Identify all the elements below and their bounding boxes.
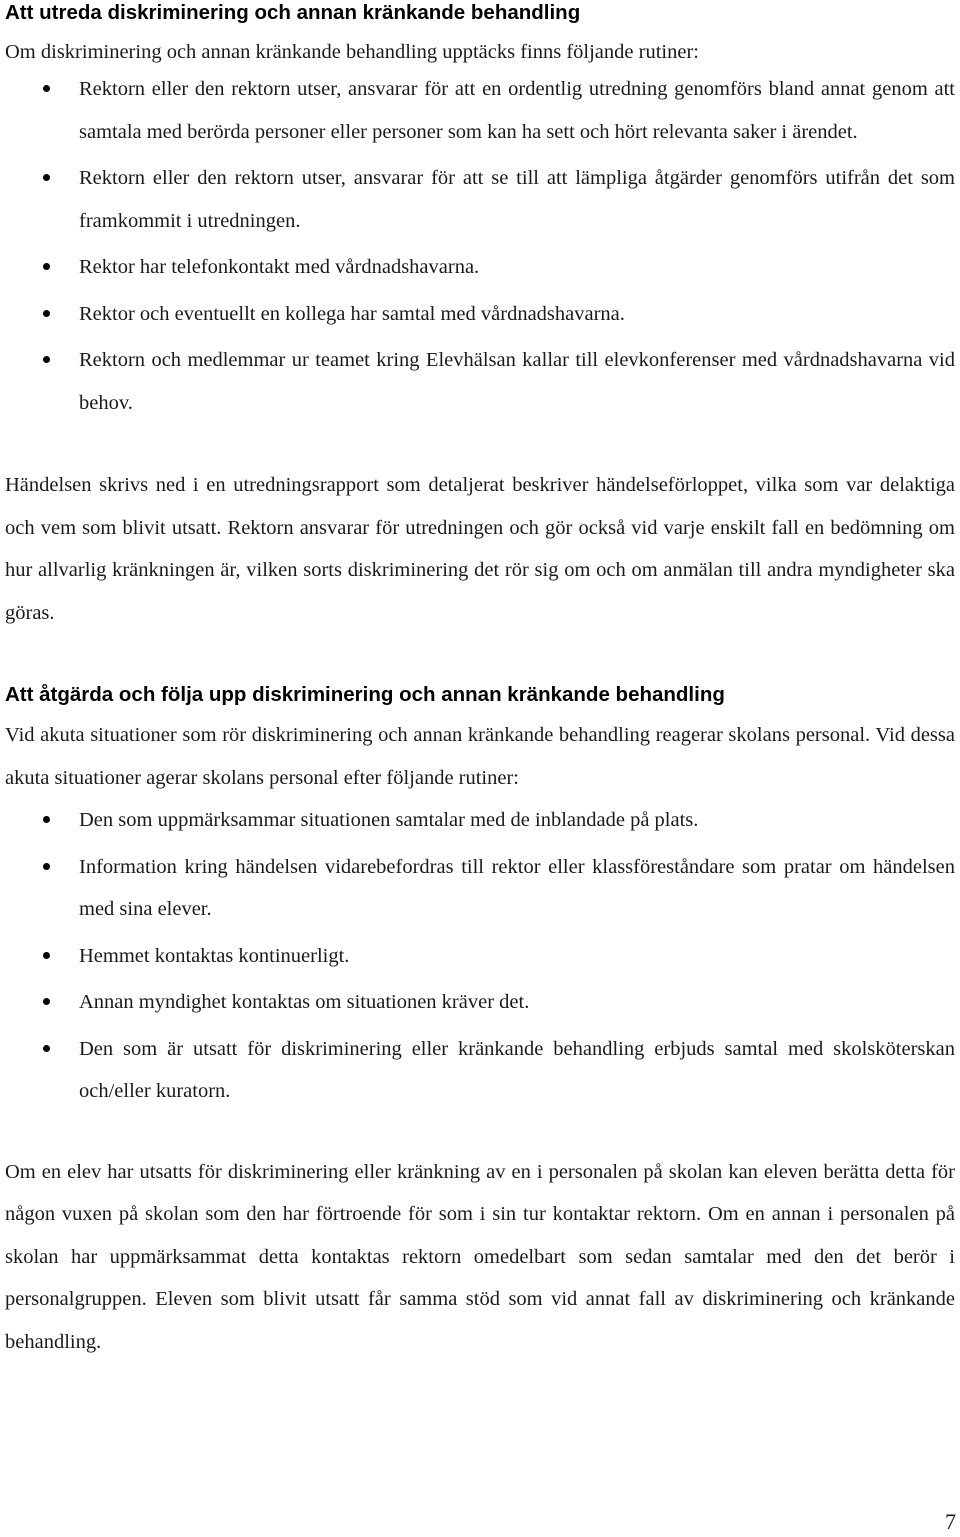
list-item: Hemmet kontaktas kontinuerligt.: [5, 935, 955, 978]
section-heading-followup: Att åtgärda och följa upp diskriminering och annan kränkande behandling: [5, 683, 725, 706]
bullet-icon: [43, 1045, 50, 1052]
routine-list-investigate: [5, 68, 955, 424]
body-paragraph-report: Händelsen skrivs ned i en utredningsrapport som detaljerat beskriver händelseförloppet, vilka som var delaktiga och vem som blivit utsatt. Rektorn ansvarar för utredningen och gör också vid varje enskilt fall en bedömning om hur allvarlig kränkningen är, vilken sorts diskriminering det rör sig om och om anmälan till andra myndigheter ska göras.: [5, 474, 955, 624]
list-item: Rektorn eller den rektorn utser, ansvarar för att se till att lämpliga åtgärder genomförs utifrån det som framkommit i utredningen.: [5, 157, 955, 242]
list-item: Den som är utsatt för diskriminering eller kränkande behandling erbjuds samtal med skolsköterskan och/eller kuratorn.: [5, 1028, 955, 1113]
list-item: Rektorn eller den rektorn utser, ansvarar för att en ordentlig utredning genomförs bland annat genom att samtala med berörda personer eller personer som kan ha sett och hört relevanta saker i ärendet.: [5, 68, 955, 153]
list-item: Information kring händelsen vidarebefordras till rektor eller klassföreståndare som pratar om händelsen med sina elever.: [5, 846, 955, 931]
bullet-icon: [43, 174, 50, 181]
bullet-icon: [43, 356, 50, 363]
page-number: 7: [945, 1509, 956, 1534]
list-item: Den som uppmärksammar situationen samtalar med de inblandade på plats.: [5, 799, 955, 842]
bullet-icon: [43, 863, 50, 870]
document-page: [5, 0, 955, 1363]
bullet-icon: [43, 816, 50, 823]
list-item: Rektor och eventuellt en kollega har samtal med vårdnadshavarna.: [5, 293, 955, 336]
list-item: Rektor har telefonkontakt med vårdnadshavarna.: [5, 246, 955, 289]
bullet-icon: [43, 85, 50, 92]
list-item: Rektorn och medlemmar ur teamet kring Elevhälsan kallar till elevkonferenser med vårdnadshavarna vid behov.: [5, 339, 955, 424]
list-item: Annan myndighet kontaktas om situationen kräver det.: [5, 981, 955, 1024]
bullet-icon: [43, 310, 50, 317]
section-intro: Om diskriminering och annan kränkande behandling upptäcks finns följande rutiner:: [5, 41, 699, 63]
body-paragraph-staff: Om en elev har utsatts för diskriminering eller kränkning av en i personalen på skolan kan eleven berätta detta för någon vuxen på skolan som den har förtroende för som i sin tur kontaktar rektorn. Om en annan i personalen på skolan har uppmärksammat detta kontaktas rektorn omedelbart som sedan samtalar med den det berör i personalgruppen. Eleven som blivit utsatt får samma stöd som vid annat fall av diskriminering och kränkande behandling.: [5, 1160, 955, 1353]
section-intro: Vid akuta situationer som rör diskriminering och annan kränkande behandling reagerar skolans personal. Vid dessa akuta situationer agerar skolans personal efter följande rutiner:: [5, 724, 955, 789]
routine-list-followup: [5, 799, 955, 1113]
bullet-icon: [43, 998, 50, 1005]
bullet-icon: [43, 952, 50, 959]
bullet-icon: [43, 263, 50, 270]
section-heading-investigate: Att utreda diskriminering och annan kränkande behandling: [5, 1, 581, 24]
